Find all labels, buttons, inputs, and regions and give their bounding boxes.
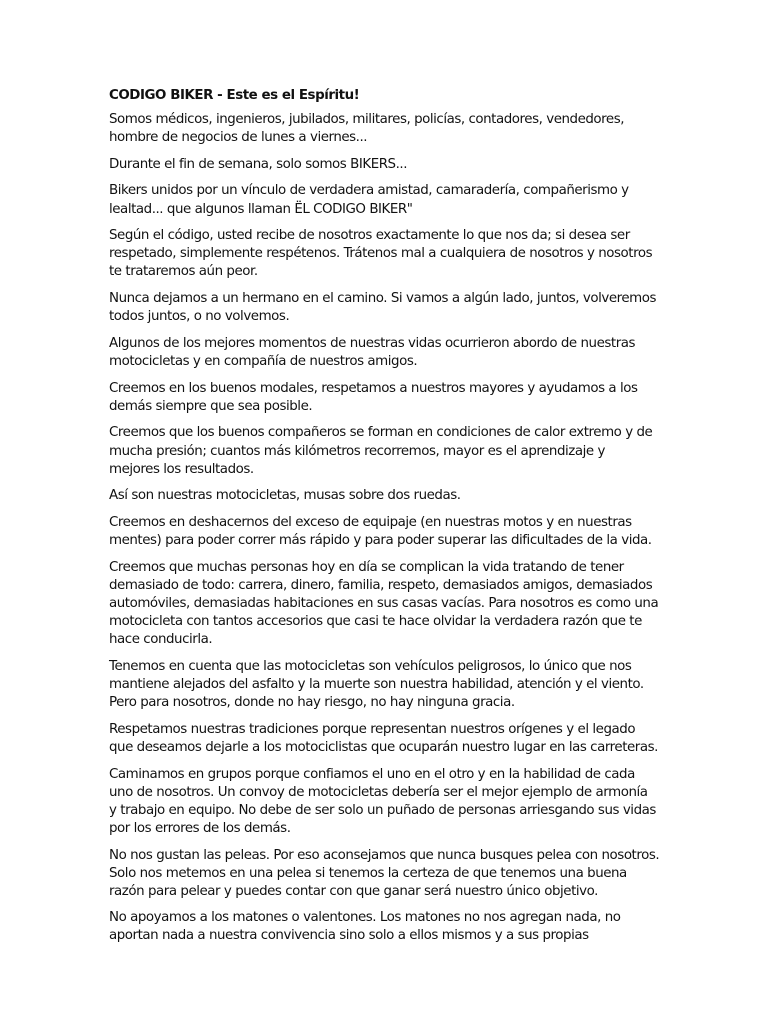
paragraph-6: Algunos de los mejores momentos de nuestras vidas ocurrieron abordo de nuestras motocicletas y en compañía de nuestros amigos. (109, 335, 636, 369)
paragraph-5: Nunca dejamos a un hermano en el camino. Si vamos a algún lado, juntos, volveremos todos juntos, o no volvemos. (109, 291, 657, 325)
paragraph-2: Durante el fin de semana, solo somos BIKERS... (109, 156, 408, 172)
paragraph-14: Caminamos en grupos porque confiamos el uno en el otro y en la habilidad de cada uno de nosotros. Un convoy de motocicletas debería ser el mejor ejemplo de armonía y trabajo en equipo. No debe de ser solo un puñado de personas arriesgando sus vidas por los errores de los demás. (109, 766, 656, 836)
paragraph-15: No nos gustan las peleas. Por eso aconsejamos que nunca busques pelea con nosotros. Solo nos metemos en una pelea si tenemos la certeza de que tenemos una buena razón para pelear y puedes contar con que ganar será nuestro único objetivo. (109, 847, 660, 899)
paragraph-10: Creemos en deshacernos del exceso de equipaje (en nuestras motos y en nuestras mentes) para poder correr más rápido y para poder superar las dificultades de la vida. (109, 515, 652, 549)
document-title: CODIGO BIKER - Este es el Espíritu! (109, 88, 360, 103)
paragraph-13: Respetamos nuestras tradiciones porque representan nuestros orígenes y el legado que deseamos dejarle a los motociclistas que ocuparán nuestro lugar en las carreteras. (109, 721, 658, 755)
paragraph-16: No apoyamos a los matones o valentones. Los matones no nos agregan nada, no aportan nada a nuestra convivencia sino solo a ellos mismos y a sus propias (109, 910, 621, 944)
paragraph-4: Según el código, usted recibe de nosotros exactamente lo que nos da; si desea ser respetado, simplemente respétenos. Trátenos mal a cualquiera de nosotros y nosotros te trataremos aún peor. (109, 228, 653, 280)
paragraph-11: Creemos que muchas personas hoy en día se complican la vida tratando de tener demasiado de todo: carrera, dinero, familia, respeto, demasiados amigos, demasiados automóviles, demasiadas habitaciones en sus casas vacías. Para nosotros es como una motocicleta con tantos accesorios que casi te hace olvidar la verdadera razón que te hace conducirla. (109, 559, 659, 648)
paragraph-1: Somos médicos, ingenieros, jubilados, militares, policías, contadores, vendedores, hombre de negocios de lunes a viernes... (109, 112, 625, 146)
paragraph-12: Tenemos en cuenta que las motocicletas son vehículos peligrosos, lo único que nos mantiene alejados del asfalto y la muerte son nuestra habilidad, atención y el viento. Pero para nosotros, donde no hay riesgo, no hay ninguna gracia. (109, 658, 644, 711)
paragraph-7: Creemos en los buenos modales, respetamos a nuestros mayores y ayudamos a los demás siempre que sea posible. (109, 380, 638, 414)
paragraph-8: Creemos que los buenos compañeros se forman en condiciones de calor extremo y de mucha presión; cuantos más kilómetros recorremos, mayor es el aprendizaje y mejores los resultados. (109, 425, 653, 477)
paragraph-9: Así son nuestras motocicletas, musas sobre dos ruedas. (109, 488, 461, 504)
paragraph-3: Bikers unidos por un vínculo de verdadera amistad, camaradería, compañerismo y lealtad... que algunos llaman ËL CODIGO BIKER" (109, 183, 629, 217)
